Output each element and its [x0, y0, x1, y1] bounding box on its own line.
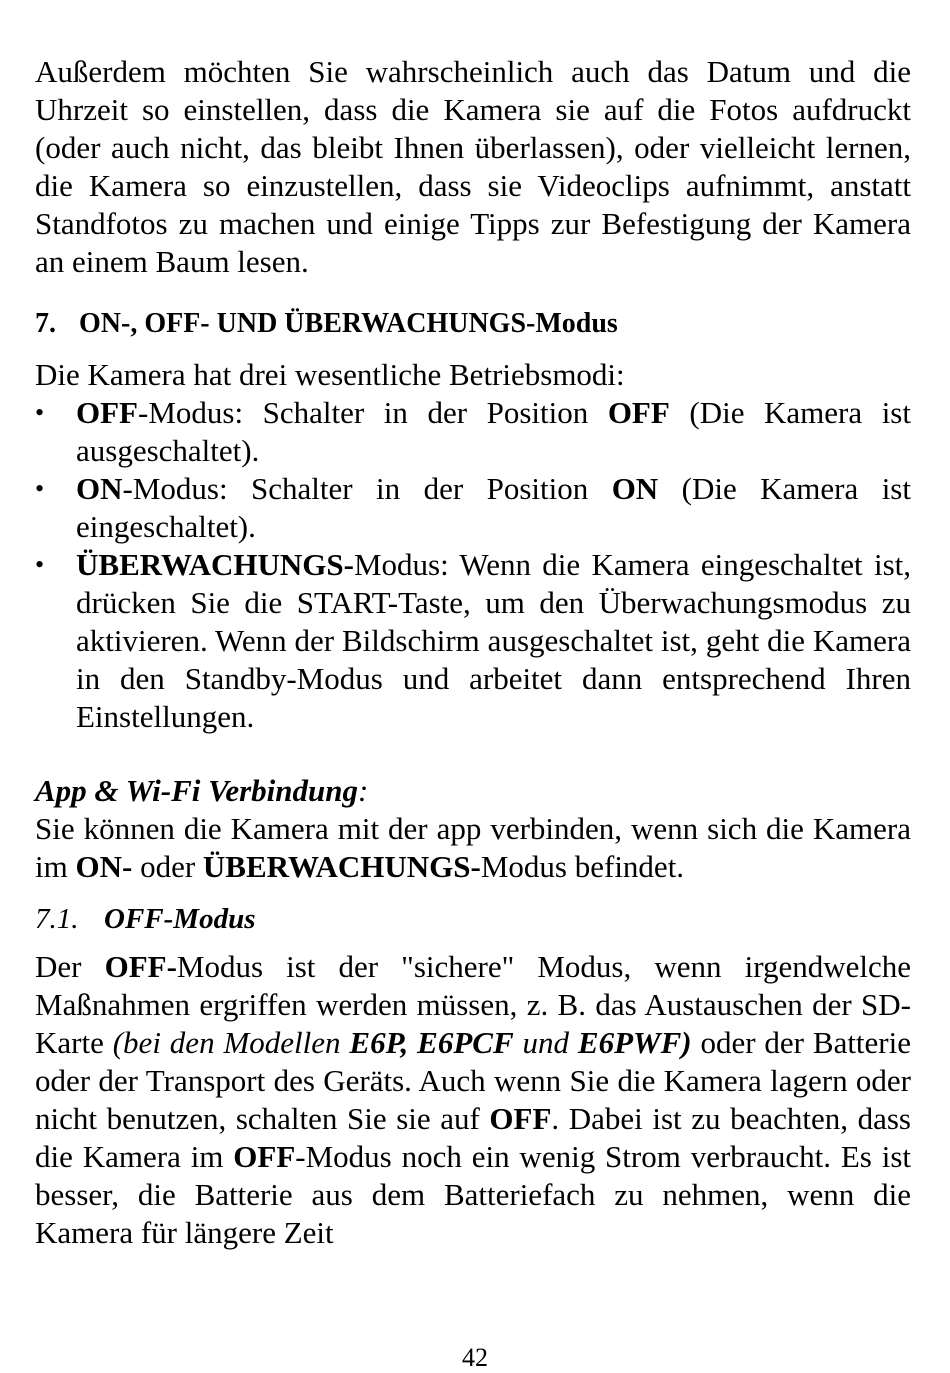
off-mode-text [76, 394, 911, 470]
app-text-a: Sie können die Kamera mit der app verbinden, wenn sich die Kamera im [35, 811, 911, 884]
app-text-c: Modus befindet. [480, 849, 685, 884]
term-off-2: OFF [607, 395, 670, 430]
intro-paragraph: Außerdem möchten Sie wahrscheinlich auch das Datum und die Uhrzeit so einstellen, dass die Kamera sie auf die Fotos aufdruckt (oder auch nicht, das bleibt Ihnen überlassen), oder vielleicht lernen, die Kamera so einzustellen, dass sie Videoclips aufnimmt, anstatt Standfotos zu machen und einige Tipps zur Befestigung der Kamera an einem Baum lesen. [35, 54, 911, 279]
term-surveillance: ÜBERWACHUNGS- [76, 547, 354, 582]
models-note-b: und [513, 1025, 578, 1060]
on-mode-desc-2: (Die Kamera ist eingeschaltet). [76, 471, 911, 544]
p-a: Der [35, 949, 105, 984]
off-mode-desc: -Modus: Schalter in der Position [138, 395, 608, 430]
on-mode-text [76, 470, 911, 546]
list-item-off-mode [35, 394, 911, 470]
app-wifi-colon: : [358, 773, 369, 808]
modes-list [35, 394, 911, 736]
term-off-b: OFF [489, 1101, 552, 1136]
p-e: -Modus noch ein wenig Strom verbraucht. Es ist besser, die Batterie aus dem Batteriefach zu nehmen, wenn die Kamera für längere Zeit [35, 1139, 911, 1250]
app-wifi-heading [35, 772, 911, 810]
section-7-heading [35, 307, 911, 341]
app-wifi-title: App & Wi-Fi Verbindung [35, 773, 359, 808]
section-7-number: 7. [35, 308, 56, 339]
bullet-icon: • [35, 474, 45, 503]
section-7-1-number: 7.1. [35, 903, 79, 935]
section-7-title: ON-, OFF- UND ÜBERWACHUNGS-Modus [79, 308, 618, 339]
surveillance-mode-desc: Modus: Wenn die Kamera eingeschaltet ist, drücken Sie die START-Taste, um den Überwachungsmodus zu aktivieren. Wenn der Bildschirm ausgeschaltet ist, geht die Kamera in den Standby-Modus und arbeitet dann entsprechend Ihren Einstellungen. [76, 547, 911, 734]
term-on-2: ON [611, 471, 659, 506]
list-item-on-mode [35, 470, 911, 546]
p-b: Modus ist der "sichere" Modus, wenn irgendwelche Maßnahmen ergriffen werden müssen, z. B. das Austauschen der SD-Karte [35, 949, 911, 1060]
app-text-b: oder [132, 849, 203, 884]
off-mode-desc-2: (Die Kamera ist ausgeschaltet). [76, 395, 911, 468]
app-term-surveillance: ÜBERWACHUNGS- [202, 849, 481, 884]
section-7-1-heading [35, 901, 911, 937]
list-item-surveillance-mode [35, 546, 911, 736]
section-7-1-title: OFF-Modus [104, 903, 256, 935]
model-names-a: E6P, E6PCF [349, 1025, 514, 1060]
app-term-on: ON- [75, 849, 133, 884]
term-on: ON [76, 471, 123, 506]
on-mode-desc: -Modus: Schalter in der Position [122, 471, 612, 506]
off-mode-paragraph [35, 948, 911, 1252]
section-7-lead: Die Kamera hat drei wesentliche Betriebsmodi: [35, 357, 625, 392]
p-d: . Dabei ist zu beachten, dass die Kamera im [35, 1101, 911, 1174]
p-c: oder der Batterie oder der Transport des Geräts. Auch wenn Sie die Kamera lagern oder nicht benutzen, schalten Sie sie auf [35, 1025, 912, 1136]
term-off-c: OFF [233, 1139, 296, 1174]
term-off-a: OFF- [104, 949, 177, 984]
page-number: 42 [462, 1343, 488, 1372]
surveillance-mode-text [76, 546, 911, 736]
term-off: OFF [76, 395, 138, 430]
bullet-icon: • [35, 398, 45, 427]
manual-page [35, 53, 911, 1252]
model-names-b: E6PWF) [577, 1025, 692, 1060]
bullet-icon: • [35, 550, 45, 579]
app-wifi-paragraph [35, 810, 911, 886]
models-note-a: (bei den Modellen [112, 1025, 350, 1060]
